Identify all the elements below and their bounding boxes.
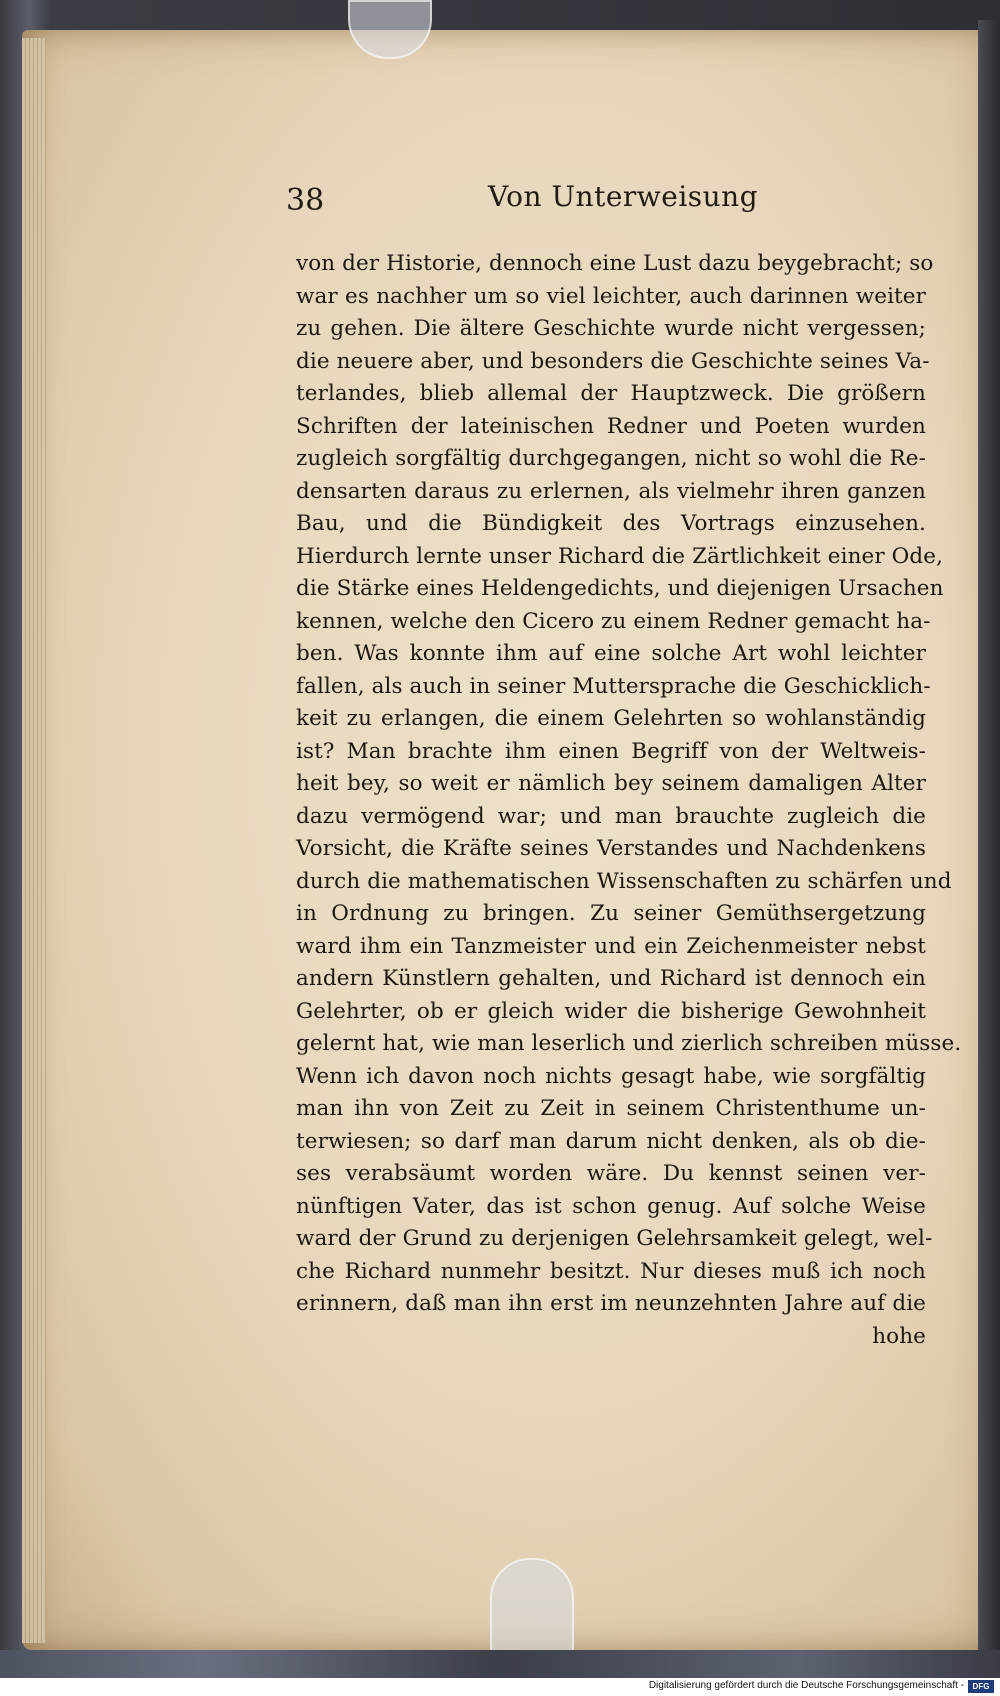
text-line: durch die mathematischen Wissenschaften zu schärfen und bbox=[296, 868, 952, 894]
text-line: ward ihm ein Tanzmeister und ein Zeichenmeister nebst bbox=[296, 933, 926, 959]
text-line: Gelehrter, ob er gleich wider die bisherige Gewohnheit bbox=[296, 998, 926, 1024]
text-line: erinnern, daß man ihn erst im neunzehnten Jahre auf die bbox=[296, 1291, 926, 1316]
text-line: man ihn von Zeit zu Zeit in seinem Christenthume un- bbox=[296, 1096, 926, 1121]
dfg-logo: DFG bbox=[968, 1680, 994, 1693]
text-line: gelernt hat, wie man leserlich und zierlich schreiben müsse. bbox=[296, 1031, 962, 1056]
text-line: war es nachher um so viel leichter, auch darinnen weiter bbox=[296, 283, 926, 309]
text-line: densarten daraus zu erlernen, als vielmehr ihren ganzen bbox=[296, 478, 926, 504]
text-line: die Stärke eines Heldengedichts, und diejenigen Ursachen bbox=[296, 576, 944, 601]
text-line: ward der Grund zu derjenigen Gelehrsamkeit gelegt, wel- bbox=[296, 1226, 933, 1251]
text-line: terlandes, blieb allemal der Hauptzweck. Die größern bbox=[296, 381, 926, 406]
text-line: ist? Man brachte ihm einen Begriff von der Weltweis- bbox=[296, 738, 926, 764]
catchword: hohe bbox=[872, 1323, 926, 1349]
page-number: 38 bbox=[286, 183, 325, 218]
body-text bbox=[296, 248, 962, 1353]
text-line: nünftigen Vater, das ist schon genug. Auf solche Weise bbox=[296, 1193, 926, 1219]
text-line: kennen, welche den Cicero zu einem Redner gemacht ha- bbox=[296, 608, 931, 634]
text-line: Schriften der lateinischen Redner und Poeten wurden bbox=[296, 413, 926, 439]
digitization-credit: Digitalisierung gefördert durch die Deutsche Forschungsgemeinschaft - bbox=[648, 1680, 964, 1691]
page-edges bbox=[22, 38, 46, 1643]
text-line: che Richard nunmehr besitzt. Nur dieses muß ich noch bbox=[296, 1258, 926, 1284]
text-line: Vorsicht, die Kräfte seines Verstandes und Nachdenkens bbox=[296, 836, 926, 861]
text-line: dazu vermögend war; und man brauchte zugleich die bbox=[296, 803, 926, 829]
text-line: fallen, als auch in seiner Muttersprache die Geschicklich- bbox=[296, 673, 931, 699]
text-line: Bau, und die Bündigkeit des Vortrags einzusehen. bbox=[296, 511, 926, 536]
book-cover-edge bbox=[978, 20, 1000, 1670]
text-line: ses verabsäumt worden wäre. Du kennst seinen ver- bbox=[296, 1161, 926, 1186]
text-line: terwiesen; so darf man darum nicht denken, als ob die- bbox=[296, 1128, 926, 1154]
text-line: die neuere aber, und besonders die Geschichte seines Va- bbox=[296, 348, 930, 374]
text-line: von der Historie, dennoch eine Lust dazu beygebracht; so bbox=[296, 251, 934, 276]
running-head: Von Unterweisung bbox=[488, 180, 759, 213]
text-line: ben. Was konnte ihm auf eine solche Art wohl leichter bbox=[296, 641, 926, 666]
text-line: Hierdurch lernte unser Richard die Zärtlichkeit einer Ode, bbox=[296, 543, 944, 569]
text-line: zu gehen. Die ältere Geschichte wurde nicht vergessen; bbox=[296, 316, 926, 341]
text-line: heit bey, so weit er nämlich bey seinem damaligen Alter bbox=[296, 771, 926, 796]
text-line: zugleich sorgfältig durchgegangen, nicht so wohl die Re- bbox=[296, 446, 926, 471]
text-line: in Ordnung zu bringen. Zu seiner Gemüthsergetzung bbox=[296, 901, 926, 926]
text-line: andern Künstlern gehalten, und Richard ist dennoch ein bbox=[296, 966, 926, 991]
text-line: keit zu erlangen, die einem Gelehrten so wohlanständig bbox=[296, 706, 926, 731]
marbled-cover-strip bbox=[0, 1650, 1000, 1678]
text-line: Wenn ich davon noch nichts gesagt habe, wie sorgfältig bbox=[296, 1063, 926, 1089]
